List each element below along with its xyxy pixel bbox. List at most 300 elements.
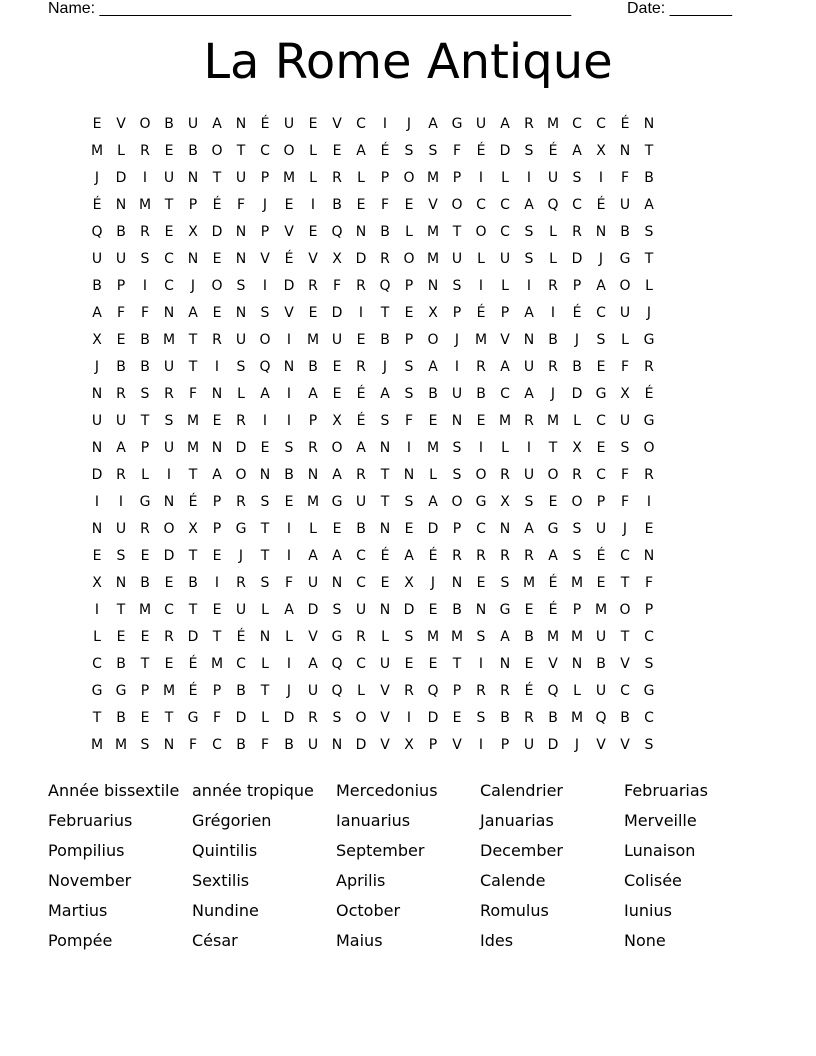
grid-letter: N xyxy=(235,251,247,267)
grid-letter: U xyxy=(115,413,127,429)
grid-letter: T xyxy=(92,710,102,726)
grid-letter: Q xyxy=(547,683,559,699)
grid-letter: R xyxy=(140,224,150,240)
grid-letter: T xyxy=(380,494,390,510)
grid-letter: M xyxy=(522,575,536,591)
grid-letter: D xyxy=(283,278,295,294)
grid-letter: L xyxy=(141,467,149,483)
grid-letter: A xyxy=(380,386,390,402)
grid-letter: X xyxy=(572,440,582,456)
grid-letter: É xyxy=(572,305,582,321)
grid-letter: E xyxy=(140,629,150,645)
grid-letter: A xyxy=(212,116,222,132)
grid-letter: U xyxy=(523,737,535,753)
grid-letter: T xyxy=(452,656,462,672)
grid-letter: X xyxy=(92,332,102,348)
grid-letter: L xyxy=(237,386,245,402)
grid-letter: R xyxy=(308,710,318,726)
word-list-item: Iunius xyxy=(624,901,672,920)
grid-letter: A xyxy=(644,197,654,213)
grid-letter: G xyxy=(331,629,343,645)
grid-letter: B xyxy=(548,332,558,348)
grid-letter: E xyxy=(308,224,318,240)
grid-letter: U xyxy=(283,116,295,132)
grid-letter: E xyxy=(92,116,102,132)
grid-letter: R xyxy=(524,710,534,726)
grid-letter: A xyxy=(260,386,270,402)
grid-letter: O xyxy=(451,494,463,510)
grid-letter: É xyxy=(260,116,270,132)
grid-letter: S xyxy=(260,494,270,510)
grid-letter: B xyxy=(116,656,126,672)
grid-letter: S xyxy=(524,494,534,510)
grid-letter: L xyxy=(309,143,317,159)
grid-letter: O xyxy=(163,521,175,537)
grid-letter: I xyxy=(526,440,532,456)
grid-letter: J xyxy=(382,359,388,375)
grid-letter: R xyxy=(572,224,582,240)
grid-letter: N xyxy=(307,467,319,483)
word-list-item: Mercedonius xyxy=(336,781,438,800)
grid-letter: N xyxy=(235,116,247,132)
grid-letter: J xyxy=(286,683,292,699)
grid-letter: S xyxy=(380,413,390,429)
grid-letter: S xyxy=(332,602,342,618)
grid-letter: I xyxy=(598,170,604,186)
grid-letter: N xyxy=(115,197,127,213)
grid-letter: T xyxy=(236,143,246,159)
grid-letter: E xyxy=(356,332,366,348)
grid-letter: N xyxy=(331,575,343,591)
grid-letter: N xyxy=(619,143,631,159)
grid-letter: C xyxy=(164,278,174,294)
grid-letter: D xyxy=(547,737,559,753)
grid-letter: E xyxy=(116,332,126,348)
grid-letter: B xyxy=(380,224,390,240)
grid-letter: C xyxy=(92,656,102,672)
grid-letter: E xyxy=(212,251,222,267)
grid-letter: B xyxy=(572,359,582,375)
grid-letter: O xyxy=(259,332,271,348)
grid-letter: N xyxy=(115,575,127,591)
grid-letter: F xyxy=(188,386,198,402)
grid-letter: S xyxy=(140,251,150,267)
grid-letter: É xyxy=(548,602,558,618)
grid-letter: J xyxy=(550,386,556,402)
grid-letter: E xyxy=(212,602,222,618)
grid-letter: U xyxy=(163,359,175,375)
grid-letter: R xyxy=(548,278,558,294)
grid-letter: T xyxy=(164,197,174,213)
grid-letter: A xyxy=(308,548,318,564)
grid-letter: N xyxy=(235,224,247,240)
grid-letter: B xyxy=(164,116,174,132)
grid-letter: U xyxy=(115,251,127,267)
grid-letter: P xyxy=(500,305,510,321)
grid-letter: G xyxy=(91,683,103,699)
grid-letter: N xyxy=(187,251,199,267)
grid-letter: E xyxy=(428,413,438,429)
grid-letter: M xyxy=(90,737,104,753)
grid-letter: L xyxy=(405,224,413,240)
grid-letter: F xyxy=(116,305,126,321)
grid-letter: I xyxy=(142,170,148,186)
grid-letter: T xyxy=(380,467,390,483)
grid-letter: S xyxy=(236,359,246,375)
grid-letter: C xyxy=(476,521,486,537)
grid-letter: A xyxy=(524,197,534,213)
grid-letter: M xyxy=(186,413,200,429)
grid-letter: T xyxy=(260,683,270,699)
grid-letter: V xyxy=(116,116,126,132)
grid-letter: D xyxy=(571,251,583,267)
grid-letter: T xyxy=(188,359,198,375)
grid-letter: N xyxy=(451,575,463,591)
grid-letter: N xyxy=(187,170,199,186)
word-list-item: Merveille xyxy=(624,811,697,830)
grid-letter: T xyxy=(188,467,198,483)
grid-letter: F xyxy=(260,737,270,753)
grid-letter: L xyxy=(357,170,365,186)
grid-letter: Q xyxy=(595,710,607,726)
grid-letter: N xyxy=(499,521,511,537)
grid-letter: C xyxy=(212,737,222,753)
grid-letter: E xyxy=(596,359,606,375)
grid-letter: E xyxy=(404,521,414,537)
grid-letter: T xyxy=(188,548,198,564)
grid-letter: B xyxy=(236,737,246,753)
grid-letter: F xyxy=(620,359,630,375)
grid-letter: R xyxy=(644,359,654,375)
grid-letter: C xyxy=(260,143,270,159)
grid-letter: U xyxy=(235,170,247,186)
grid-letter: I xyxy=(478,440,484,456)
grid-letter: J xyxy=(430,575,436,591)
grid-letter: V xyxy=(308,629,318,645)
grid-letter: M xyxy=(306,332,320,348)
grid-letter: R xyxy=(380,251,390,267)
grid-letter: R xyxy=(236,575,246,591)
grid-letter: S xyxy=(524,251,534,267)
grid-letter: L xyxy=(309,170,317,186)
grid-letter: S xyxy=(500,575,510,591)
grid-letter: D xyxy=(571,386,583,402)
word-list-item: César xyxy=(192,931,238,950)
word-list-item: None xyxy=(624,931,666,950)
grid-letter: B xyxy=(476,386,486,402)
grid-letter: B xyxy=(500,710,510,726)
grid-letter: U xyxy=(523,359,535,375)
grid-letter: T xyxy=(620,629,630,645)
grid-letter: U xyxy=(547,170,559,186)
grid-letter: B xyxy=(140,359,150,375)
grid-letter: R xyxy=(500,548,510,564)
grid-letter: D xyxy=(187,629,199,645)
grid-letter: O xyxy=(211,143,223,159)
grid-letter: R xyxy=(476,359,486,375)
grid-letter: E xyxy=(140,710,150,726)
grid-letter: S xyxy=(428,143,438,159)
grid-letter: T xyxy=(644,251,654,267)
grid-letter: C xyxy=(164,602,174,618)
grid-letter: M xyxy=(186,440,200,456)
grid-letter: L xyxy=(285,629,293,645)
grid-letter: A xyxy=(356,143,366,159)
grid-letter: A xyxy=(212,467,222,483)
date-field-label: Date: _______ xyxy=(627,0,732,17)
grid-letter: M xyxy=(570,629,584,645)
grid-letter: D xyxy=(499,143,511,159)
grid-letter: V xyxy=(620,656,630,672)
grid-letter: B xyxy=(452,602,462,618)
word-list-item: Pompilius xyxy=(48,841,125,860)
grid-letter: X xyxy=(596,143,606,159)
grid-letter: N xyxy=(355,224,367,240)
grid-letter: C xyxy=(500,386,510,402)
word-list-item: Aprilis xyxy=(336,871,386,890)
grid-letter: P xyxy=(404,278,414,294)
grid-letter: U xyxy=(595,683,607,699)
grid-letter: S xyxy=(596,332,606,348)
grid-letter: V xyxy=(284,305,294,321)
grid-letter: L xyxy=(381,629,389,645)
grid-letter: O xyxy=(619,602,631,618)
grid-letter: I xyxy=(406,440,412,456)
grid-letter: A xyxy=(428,359,438,375)
grid-letter: E xyxy=(404,305,414,321)
grid-letter: R xyxy=(548,359,558,375)
grid-letter: R xyxy=(452,548,462,564)
grid-letter: I xyxy=(478,737,484,753)
grid-letter: C xyxy=(500,224,510,240)
grid-letter: T xyxy=(164,710,174,726)
word-list-item: Februarias xyxy=(624,781,709,800)
grid-letter: Q xyxy=(259,359,271,375)
word-list-item: September xyxy=(336,841,425,860)
grid-letter: M xyxy=(114,737,128,753)
grid-letter: X xyxy=(92,575,102,591)
grid-letter: S xyxy=(404,386,414,402)
grid-letter: I xyxy=(526,278,532,294)
grid-letter: L xyxy=(501,278,509,294)
grid-letter: E xyxy=(380,575,390,591)
grid-letter: A xyxy=(188,305,198,321)
grid-letter: S xyxy=(524,143,534,159)
grid-letter: B xyxy=(380,332,390,348)
grid-letter: L xyxy=(573,683,581,699)
grid-letter: I xyxy=(382,116,388,132)
grid-letter: A xyxy=(524,521,534,537)
grid-letter: E xyxy=(428,602,438,618)
grid-letter: N xyxy=(259,629,271,645)
grid-letter: T xyxy=(116,602,126,618)
grid-letter: L xyxy=(549,224,557,240)
grid-letter: R xyxy=(404,683,414,699)
word-list-item: Pompée xyxy=(48,931,113,950)
grid-letter: S xyxy=(260,575,270,591)
grid-letter: A xyxy=(404,548,414,564)
grid-letter: A xyxy=(500,116,510,132)
grid-letter: B xyxy=(548,710,558,726)
grid-letter: P xyxy=(500,737,510,753)
grid-letter: U xyxy=(595,521,607,537)
grid-letter: I xyxy=(262,413,268,429)
grid-letter: F xyxy=(452,143,462,159)
grid-letter: J xyxy=(598,251,604,267)
grid-letter: U xyxy=(115,521,127,537)
grid-letter: F xyxy=(284,575,294,591)
grid-letter: É xyxy=(476,305,486,321)
grid-letter: É xyxy=(188,494,198,510)
grid-letter: T xyxy=(188,602,198,618)
grid-letter: P xyxy=(188,197,198,213)
grid-letter: L xyxy=(501,170,509,186)
grid-letter: V xyxy=(620,737,630,753)
grid-letter: A xyxy=(548,548,558,564)
grid-letter: M xyxy=(546,629,560,645)
grid-letter: I xyxy=(262,278,268,294)
grid-letter: E xyxy=(140,548,150,564)
grid-letter: F xyxy=(644,575,654,591)
grid-letter: É xyxy=(428,548,438,564)
grid-letter: R xyxy=(500,467,510,483)
grid-letter: G xyxy=(475,494,487,510)
grid-letter: M xyxy=(450,629,464,645)
grid-letter: É xyxy=(380,548,390,564)
grid-letter: É xyxy=(380,143,390,159)
grid-letter: C xyxy=(164,251,174,267)
grid-letter: I xyxy=(646,494,652,510)
grid-letter: T xyxy=(452,224,462,240)
grid-letter: N xyxy=(163,305,175,321)
grid-letter: U xyxy=(619,197,631,213)
grid-letter: N xyxy=(331,737,343,753)
grid-letter: N xyxy=(163,494,175,510)
word-list-item: Nundine xyxy=(192,901,259,920)
grid-letter: B xyxy=(596,656,606,672)
grid-letter: J xyxy=(262,197,268,213)
grid-letter: T xyxy=(212,170,222,186)
grid-letter: S xyxy=(140,386,150,402)
grid-letter: F xyxy=(620,467,630,483)
grid-letter: R xyxy=(236,494,246,510)
word-list-item: Quintilis xyxy=(192,841,258,860)
grid-letter: A xyxy=(308,656,318,672)
word-list-item: Februarius xyxy=(48,811,133,830)
grid-letter: I xyxy=(478,656,484,672)
grid-letter: E xyxy=(116,629,126,645)
grid-letter: L xyxy=(429,467,437,483)
grid-letter: U xyxy=(187,116,199,132)
word-list-item: Romulus xyxy=(480,901,549,920)
grid-letter: N xyxy=(283,359,295,375)
grid-letter: T xyxy=(188,332,198,348)
grid-letter: J xyxy=(406,116,412,132)
grid-letter: I xyxy=(286,413,292,429)
grid-letter: T xyxy=(380,305,390,321)
grid-letter: V xyxy=(596,737,606,753)
grid-letter: J xyxy=(238,548,244,564)
grid-letter: B xyxy=(116,224,126,240)
grid-letter: M xyxy=(138,197,152,213)
grid-letter: P xyxy=(260,224,270,240)
grid-letter: É xyxy=(596,197,606,213)
word-list-item: Maius xyxy=(336,931,383,950)
grid-letter: C xyxy=(236,656,246,672)
grid-letter: I xyxy=(478,170,484,186)
grid-letter: M xyxy=(474,332,488,348)
grid-letter: U xyxy=(619,305,631,321)
grid-letter: O xyxy=(547,467,559,483)
grid-letter: P xyxy=(212,683,222,699)
grid-letter: U xyxy=(235,602,247,618)
grid-letter: N xyxy=(643,116,655,132)
grid-letter: A xyxy=(524,305,534,321)
grid-letter: N xyxy=(523,332,535,348)
grid-letter: E xyxy=(404,656,414,672)
grid-letter: I xyxy=(286,548,292,564)
grid-letter: V xyxy=(452,737,462,753)
puzzle-title: La Rome Antique xyxy=(203,34,613,90)
grid-letter: U xyxy=(355,602,367,618)
grid-letter: B xyxy=(356,521,366,537)
grid-letter: O xyxy=(403,251,415,267)
grid-letter: I xyxy=(550,305,556,321)
grid-letter: R xyxy=(572,467,582,483)
grid-letter: B xyxy=(188,575,198,591)
grid-letter: X xyxy=(188,224,198,240)
grid-letter: S xyxy=(572,548,582,564)
grid-letter: M xyxy=(546,116,560,132)
grid-letter: D xyxy=(283,710,295,726)
grid-letter: U xyxy=(307,683,319,699)
grid-letter: A xyxy=(572,143,582,159)
grid-letter: X xyxy=(404,575,414,591)
grid-letter: C xyxy=(476,197,486,213)
grid-letter: F xyxy=(140,305,150,321)
grid-letter: R xyxy=(212,332,222,348)
grid-letter: S xyxy=(236,278,246,294)
grid-letter: N xyxy=(595,224,607,240)
grid-letter: C xyxy=(572,197,582,213)
grid-letter: R xyxy=(236,413,246,429)
grid-letter: R xyxy=(164,629,174,645)
word-list-item: Ianuarius xyxy=(336,811,411,830)
grid-letter: G xyxy=(331,494,343,510)
grid-letter: A xyxy=(500,359,510,375)
grid-letter: N xyxy=(163,737,175,753)
grid-letter: E xyxy=(164,143,174,159)
grid-letter: S xyxy=(644,737,654,753)
grid-letter: E xyxy=(548,494,558,510)
grid-letter: J xyxy=(454,332,460,348)
grid-letter: A xyxy=(332,467,342,483)
grid-letter: M xyxy=(162,683,176,699)
grid-letter: U xyxy=(163,440,175,456)
grid-letter: T xyxy=(260,521,270,537)
grid-letter: E xyxy=(452,710,462,726)
grid-letter: S xyxy=(572,521,582,537)
grid-letter: I xyxy=(214,575,220,591)
grid-letter: É xyxy=(92,197,102,213)
grid-letter: L xyxy=(621,332,629,348)
grid-letter: R xyxy=(524,116,534,132)
grid-letter: M xyxy=(90,143,104,159)
word-list-item: Martius xyxy=(48,901,108,920)
grid-letter: É xyxy=(644,386,654,402)
grid-letter: E xyxy=(332,521,342,537)
grid-letter: R xyxy=(356,467,366,483)
